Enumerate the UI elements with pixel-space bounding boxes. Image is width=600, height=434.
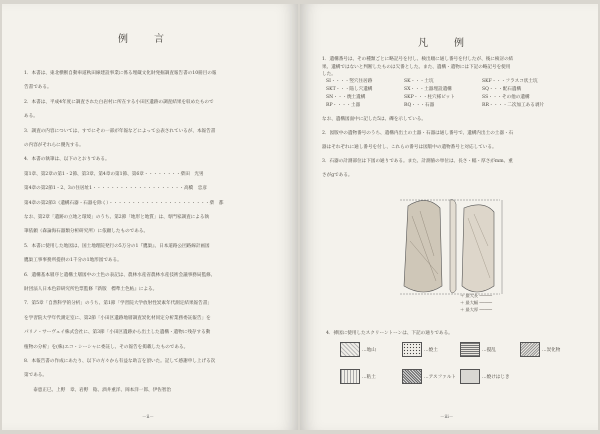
text-line: 果、遺構ではないと判断したものは欠番とした。また、遺構・遺物には下記の略記号を使用 (322, 64, 511, 70)
abbreviation-cell: SKF・・・フラスコ状土坑 (482, 79, 538, 84)
text-line: 第1章、第2章の第1・2節、第3章、第4章の第1節、第6章・・・・・・・・柴田 光男 (24, 171, 204, 177)
screentone-item (460, 342, 496, 357)
right-page (300, 4, 598, 430)
text-line: 5．本書に使用した地図は、国土地理院発行の5万分の1『鷹巣』、日本道路公団路線計画図 (24, 243, 210, 249)
text-line: 鷹巣工事事務所提供の1千分の1地形図である。 (24, 258, 122, 264)
text-line: 第である。 (24, 373, 47, 379)
screentone-item (520, 342, 560, 357)
text-line: 器はそれぞれに通し番号を付し、これらの番号は図版中の遺物番号と対応している。 (322, 145, 497, 150)
text-line: なお、遺構図面中に記した5は、礫を示している。 (322, 117, 426, 122)
abbreviation-cell: SN・・・焼土遺構 (326, 95, 366, 100)
screentone-item (340, 369, 376, 384)
screentone-item (460, 369, 510, 384)
screentone-swatch (402, 342, 422, 357)
screentone-swatch (340, 342, 360, 357)
text-line: の内容がそれらに優先する。 (24, 143, 84, 148)
text-line: を学習院大学年代測定室に、第2節「小田区遺跡地層調査炭化材同定分析業務委託報告」を (24, 315, 211, 321)
abbreviation-table (326, 78, 562, 110)
legend-item: ＋ 最大幅 ───── (460, 300, 493, 305)
text-line: 第4章の第2節1・2、3の住居址1・・・・・・・・・・・・・・・・・・・・高橋 忠彦 (24, 186, 207, 192)
screentone-label: …粘土 (362, 374, 376, 380)
screentone-label: …地山 (362, 347, 376, 353)
abbreviation-cell: SX・・・土器埋設遺構 (404, 87, 452, 92)
text-line: パリノ・サーヴェイ株式会社に、第3節「小田区遺跡から出土した遺構・遺物に残存する動 (24, 330, 211, 336)
screentone-label: …焼けはじき (482, 374, 510, 380)
abbreviation-cell: SKT・・・陥し穴遺構 (326, 87, 373, 92)
abbreviation-row (326, 78, 562, 86)
text-line: 筆依頼（森論海石器類分析研究所）に依頼したものである。 (24, 229, 149, 235)
text-line: 2．本書は、平成4年度に調査された白岩村に所在する小田区遺跡の調査結果を収めたもので (24, 99, 214, 105)
screentone-swatch (402, 369, 422, 384)
screentone-label: …撹乱 (482, 347, 496, 353)
page-number: －ii－ (142, 415, 154, 420)
text-line: さがgである。 (322, 173, 353, 178)
measurement-legend (460, 292, 492, 313)
text-line: 6．遺構基本層序と遺構土層図中の土色の表記は、農林水産省農林水産技術会議事務局監修、 (24, 272, 216, 278)
text-line: 2．図版中の遺物番号のうち、遺構内出土の土器・石器は通し番号で、遺構内出土の土器・石 (322, 131, 514, 136)
page-title: 凡 例 (418, 38, 472, 49)
text-line: 植物の分析」を(株)エコ・シーシャに委託し、その報告を掲載したものである。 (24, 344, 189, 350)
text-line: 財団法人日本色彩研究所色票監修『新版 標準土色帖』による。 (24, 287, 158, 292)
screentone-item (340, 342, 376, 357)
screentone-label: …炭化物 (542, 347, 561, 353)
screentone-swatch (520, 342, 540, 357)
text-line: 8．本報告書の作成にあたり、以下の方々から有益な助言を頂いた。記して感謝申し上げる次 (24, 359, 216, 364)
abbreviation-row (326, 86, 562, 94)
abbreviation-cell: SS・・・その他の遺構 (482, 95, 530, 100)
text-line: 第4章の第2節3（遺構石器・石器を除く）・・・・・・・・・・・・・・・・・・・・・・柴 都 (24, 200, 224, 206)
left-page (2, 4, 298, 430)
screentone-swatch (340, 369, 360, 384)
abbreviation-cell: SKP・・・柱穴様ピット (404, 95, 455, 100)
text-line: なお、第2章「遺跡の立地と環境」のうち、第2節「地形と地質」は、専門家調査による執 (24, 215, 210, 220)
abbreviation-cell: RQ・・・石器 (404, 103, 435, 108)
page-number: －iii－ (440, 415, 454, 420)
text-line: 泰恵正巳、上野 章、岩野 稔、酒井重洋、岡本洋一郎、伊佐智治 (24, 387, 172, 393)
screentone-caption: 4．挿図に使用したスクリーントーンは、下記の通りである。 (326, 331, 453, 336)
screentone-item (402, 342, 438, 357)
text-line: 1．本書は、東北横断自動車道秋田線建設事業に係る埋蔵文化財発掘調査報告書の10冊目の報 (24, 71, 217, 76)
abbreviation-cell: SI・・・・竪穴住居跡 (326, 79, 373, 84)
page-title: 例 言 (118, 34, 172, 45)
abbreviation-cell: RR・・・・二次加工ある剥片 (482, 103, 545, 108)
screentone-item (402, 369, 456, 384)
screentone-label: …焼土 (424, 347, 438, 353)
abbreviation-row (326, 94, 562, 102)
text-line: した。 (322, 72, 336, 77)
screentone-swatch (460, 342, 480, 357)
text-line: 7．第5章「自然科学的分析」のうち、第1節「学習院大学放射性炭素年代測定結果報告書」 (24, 301, 212, 307)
text-line: 3．調査の内容については、すでにその一部が年報などによって公表されているが、本報告書 (24, 128, 216, 134)
legend-item: ＋ 最大厚 ───── (460, 307, 493, 312)
text-line: 3．石器の計測部位は下図の通りである。また、計測値の単位は、長さ・幅・厚さがmm、重 (322, 159, 513, 164)
text-line: ある。 (24, 114, 38, 120)
screentone-label: …アスファルト (424, 374, 456, 380)
text-line: 告書である。 (24, 85, 52, 91)
abbreviation-cell: SK・・・土坑 (404, 79, 434, 84)
abbreviation-cell: SQ・・・配石遺構 (482, 87, 522, 92)
legend-item: ＋ 最大長 ───── (460, 293, 493, 298)
abbreviation-cell: RP・・・・土器 (326, 103, 361, 108)
abbreviation-row (326, 102, 562, 110)
text-line: 4．本書の執筆は、以下のとおりである。 (24, 157, 110, 163)
text-line: 1．遺構番号は、その種類ごとに略記号を付し、検出順に通し番号を付したが、後に検討の結 (322, 57, 514, 62)
screentone-swatch (460, 369, 480, 384)
